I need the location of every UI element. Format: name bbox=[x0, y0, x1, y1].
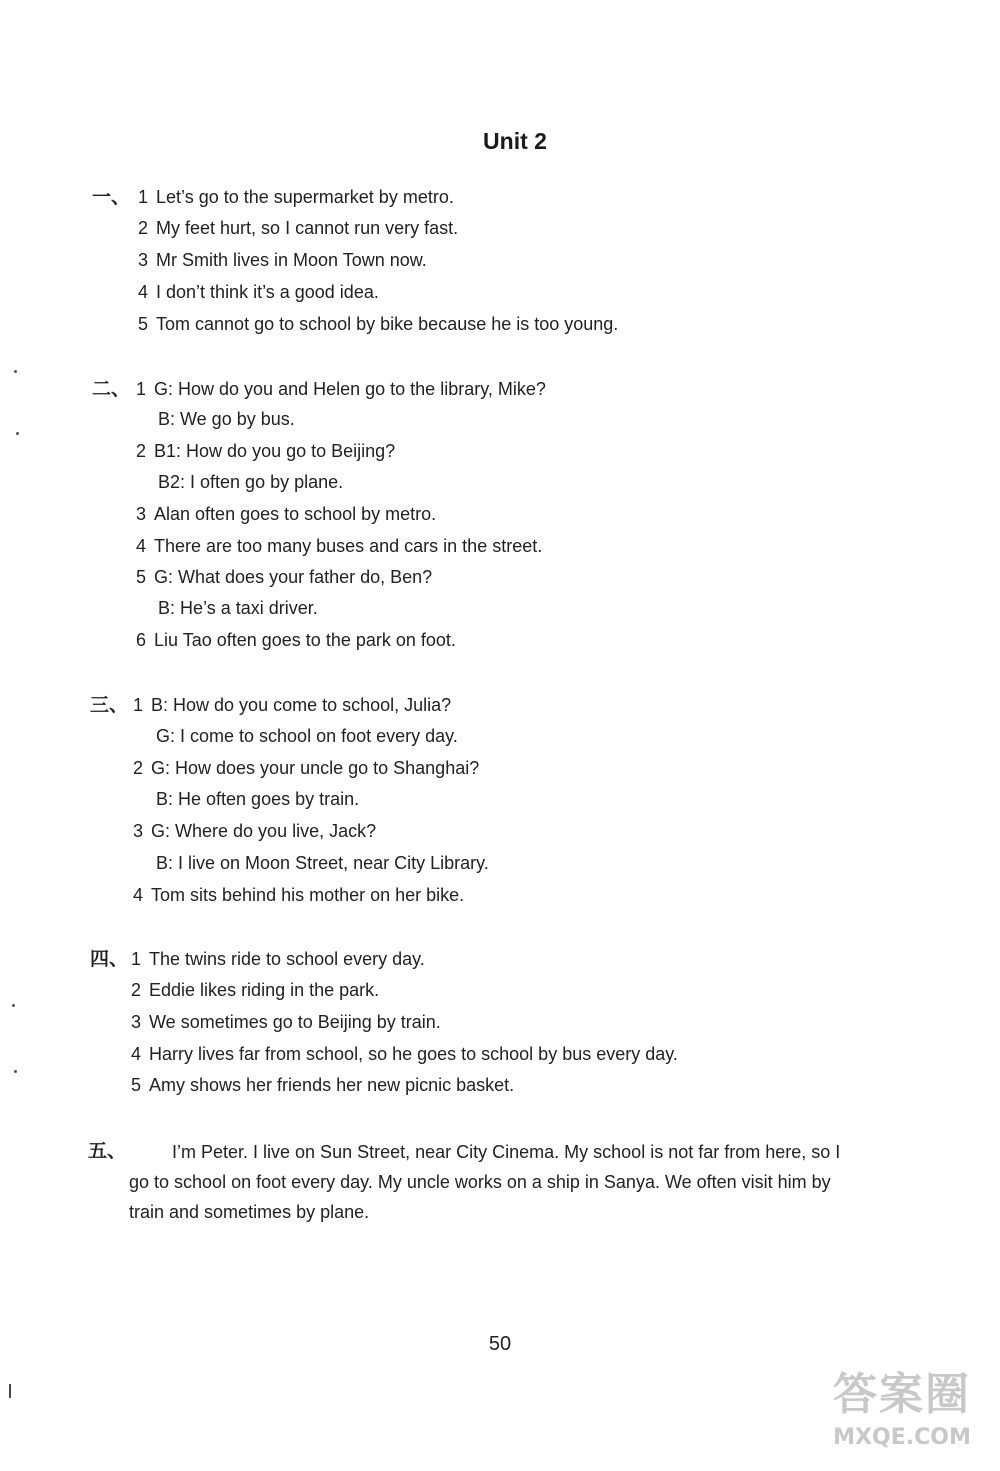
section-4-marker: 四、 bbox=[90, 948, 129, 970]
section-2-item bbox=[136, 503, 436, 525]
item-number: 4 bbox=[136, 536, 147, 556]
item-number: 6 bbox=[136, 630, 147, 650]
item-number: 1 bbox=[138, 187, 149, 207]
item-text: Tom sits behind his mother on her bike. bbox=[151, 885, 465, 905]
item-number: 2 bbox=[138, 218, 149, 238]
item-text: Liu Tao often goes to the park on foot. bbox=[154, 630, 456, 650]
item-number: 5 bbox=[136, 567, 147, 587]
item-text: B: I live on Moon Street, near City Library. bbox=[156, 853, 489, 873]
section-1-item bbox=[138, 186, 454, 208]
item-number: 3 bbox=[131, 1012, 142, 1032]
item-text: We sometimes go to Beijing by train. bbox=[149, 1012, 441, 1032]
item-text: My feet hurt, so I cannot run very fast. bbox=[156, 218, 459, 238]
section-2-item bbox=[136, 378, 546, 400]
passage-line: train and sometimes by plane. bbox=[129, 1202, 370, 1222]
item-number: 4 bbox=[131, 1044, 142, 1064]
section-2-item bbox=[136, 535, 542, 557]
item-text: B1: How do you go to Beijing? bbox=[154, 441, 396, 461]
scan-speck bbox=[12, 1004, 15, 1007]
scan-speck bbox=[14, 370, 17, 373]
passage-line: go to school on foot every day. My uncle works on a ship in Sanya. We often visit him by bbox=[129, 1172, 831, 1192]
section-2-item bbox=[158, 471, 343, 493]
watermark-text-bottom: MXQE.COM bbox=[833, 1425, 971, 1450]
section-2-item bbox=[158, 408, 295, 430]
item-text: Amy shows her friends her new picnic basket. bbox=[149, 1075, 515, 1095]
page-number: 50 bbox=[488, 1333, 512, 1355]
item-number: 1 bbox=[131, 949, 142, 969]
item-text: G: Where do you live, Jack? bbox=[151, 821, 377, 841]
item-text: G: What does your father do, Ben? bbox=[154, 567, 433, 587]
section-3-item bbox=[133, 884, 464, 906]
section-3-item bbox=[133, 820, 376, 842]
section-1-item bbox=[138, 313, 618, 335]
item-text: B2: I often go by plane. bbox=[158, 472, 344, 492]
item-text: Let’s go to the supermarket by metro. bbox=[156, 187, 454, 207]
page-title: Unit 2 bbox=[483, 128, 547, 154]
item-number: 2 bbox=[133, 758, 144, 778]
section-1-item bbox=[138, 281, 379, 303]
item-number: 1 bbox=[136, 379, 147, 399]
item-number: 3 bbox=[138, 250, 149, 270]
watermark-logo bbox=[812, 1367, 992, 1467]
item-text: Harry lives far from school, so he goes to school by bus every day. bbox=[149, 1044, 678, 1064]
section-4-item bbox=[131, 1011, 441, 1033]
item-text: Tom cannot go to school by bike because he is too young. bbox=[156, 314, 619, 334]
section-5-marker: 五、 bbox=[88, 1140, 127, 1162]
item-number: 2 bbox=[136, 441, 147, 461]
section-3-item bbox=[156, 852, 489, 874]
section-1-item bbox=[138, 249, 427, 271]
item-text: Eddie likes riding in the park. bbox=[149, 980, 380, 1000]
section-2-item bbox=[158, 597, 318, 619]
watermark-text-top: 答案圈 bbox=[833, 1369, 971, 1420]
section-2-item bbox=[136, 629, 456, 651]
item-text: The twins ride to school every day. bbox=[149, 949, 425, 969]
item-text: G: How does your uncle go to Shanghai? bbox=[151, 758, 480, 778]
scan-mark bbox=[9, 1384, 11, 1398]
section-3-item bbox=[156, 725, 458, 747]
item-number: 2 bbox=[131, 980, 142, 1000]
section-2-marker: 二、 bbox=[92, 378, 131, 400]
item-text: G: I come to school on foot every day. bbox=[156, 726, 458, 746]
section-1-item bbox=[138, 217, 458, 239]
section-3-item bbox=[133, 694, 451, 716]
section-3-item bbox=[133, 757, 479, 779]
item-text: B: How do you come to school, Julia? bbox=[151, 695, 452, 715]
passage-line: I’m Peter. I live on Sun Street, near City Cinema. My school is not far from here, so I bbox=[172, 1142, 841, 1162]
item-number: 5 bbox=[131, 1075, 142, 1095]
section-4-item bbox=[131, 979, 379, 1001]
section-3-marker: 三、 bbox=[90, 694, 129, 716]
section-4-item bbox=[131, 948, 425, 970]
item-number: 3 bbox=[133, 821, 144, 841]
item-text: B: He’s a taxi driver. bbox=[158, 598, 318, 618]
item-text: Alan often goes to school by metro. bbox=[154, 504, 437, 524]
section-2-item bbox=[136, 440, 395, 462]
item-number: 1 bbox=[133, 695, 144, 715]
item-number: 5 bbox=[138, 314, 149, 334]
scan-speck bbox=[14, 1070, 17, 1073]
item-number: 4 bbox=[138, 282, 149, 302]
section-4-item bbox=[131, 1074, 514, 1096]
item-text: Mr Smith lives in Moon Town now. bbox=[156, 250, 427, 270]
item-text: G: How do you and Helen go to the library, Mike? bbox=[154, 379, 546, 399]
item-text: B: We go by bus. bbox=[158, 409, 295, 429]
section-3-item bbox=[156, 788, 359, 810]
item-number: 4 bbox=[133, 885, 144, 905]
item-number: 3 bbox=[136, 504, 147, 524]
section-2-item bbox=[136, 566, 432, 588]
section-1-marker: 一、 bbox=[92, 186, 131, 208]
item-text: I don’t think it’s a good idea. bbox=[156, 282, 379, 302]
section-4-item bbox=[131, 1043, 678, 1065]
item-text: B: He often goes by train. bbox=[156, 789, 360, 809]
item-text: There are too many buses and cars in the street. bbox=[154, 536, 543, 556]
scan-speck bbox=[16, 432, 19, 435]
